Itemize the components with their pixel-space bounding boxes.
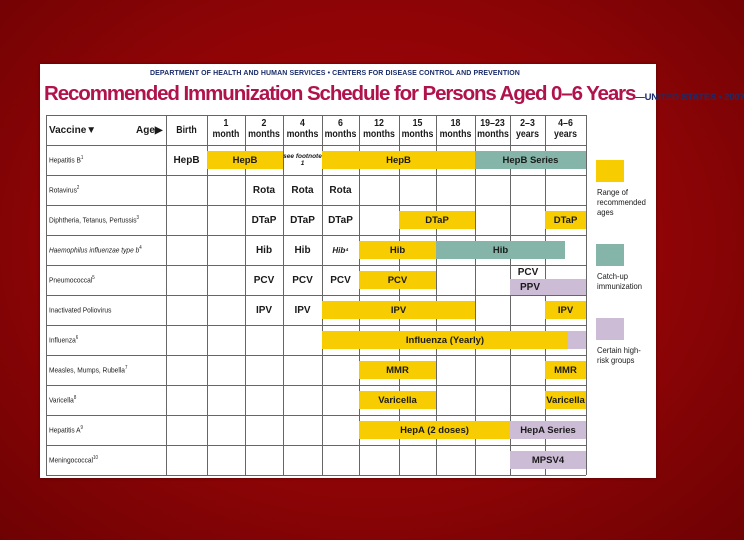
age-header-10: 4–6 years — [553, 118, 577, 140]
column-rule — [322, 115, 323, 475]
vaccine-name-7 — [49, 365, 127, 375]
hepb-1-2-month-bar: HepB — [207, 151, 283, 169]
vaccine-column-header: Vaccine▼ — [49, 125, 97, 136]
vaccine-name-text: Meningococcal — [49, 455, 94, 465]
age-header-6: 15 months — [401, 118, 434, 140]
vaccine-footnote: 5 — [92, 275, 95, 281]
hib-catchup-bar: Hib — [436, 241, 565, 259]
column-rule — [207, 115, 208, 475]
vaccine-name-text: Hepatitis A — [49, 425, 81, 435]
age-header-5: 12 months — [363, 118, 395, 140]
legend-catchup-text: Catch-up immunization — [597, 271, 643, 291]
ipv-2-month: IPV — [255, 304, 273, 316]
dtap-2-month: DTaP — [251, 214, 277, 226]
legend-range-text: Range of recommended ages — [597, 187, 646, 217]
vaccine-footnote: 6 — [75, 335, 79, 341]
pcv-4-month: PCV — [292, 274, 313, 286]
dtap-4-month: DTaP — [290, 214, 315, 226]
rota-4-month: Rota — [291, 184, 314, 196]
pcv-2-month: PCV — [253, 274, 275, 286]
rota-2-month: Rota — [252, 184, 276, 196]
vaccine-footnote: 1 — [80, 155, 84, 161]
vaccine-name-9 — [49, 425, 83, 435]
rota-6-month: Rota — [329, 184, 352, 196]
age-header-3: 4 months — [286, 118, 319, 140]
title-row — [44, 82, 744, 112]
hepa-2-dose-bar: HepA (2 doses) — [359, 421, 510, 439]
vaccine-name-3 — [49, 245, 142, 255]
varicella-4-6-year-bar: Varicella — [545, 391, 586, 409]
vaccine-name-10 — [49, 455, 98, 465]
page-subtitle: —UNITED STATES • 2007 — [635, 92, 744, 103]
page-title: Recommended Immunization Schedule for Persons Aged 0–6 Years — [44, 82, 636, 105]
department-header: DEPARTMENT OF HEALTH AND HUMAN SERVICES • CENTERS FOR DISEASE CONTROL AND PREVENTION — [150, 70, 520, 77]
vaccine-name-6 — [49, 335, 78, 345]
vaccine-name-text: Influenza — [49, 335, 76, 345]
varicella-12-15-month-bar: Varicella — [359, 391, 436, 409]
age-header-1: 1 month — [212, 118, 240, 140]
hepb-series-bar: HepB Series — [475, 151, 586, 169]
vaccine-footnote: 9 — [80, 425, 84, 431]
vaccine-footnote: 10 — [93, 455, 98, 461]
row-rule — [46, 355, 586, 356]
vaccine-name-1 — [49, 185, 79, 195]
hepb-6-18-month-bar: HepB — [322, 151, 475, 169]
legend-highrisk-text: Certain high-risk groups — [597, 345, 641, 365]
dtap-6-month: DTaP — [328, 214, 353, 226]
hib-2-month: Hib — [255, 244, 273, 256]
schedule-table — [46, 115, 586, 475]
immunization-schedule-document — [40, 64, 744, 478]
vaccine-name-text: Rotavirus — [49, 185, 77, 195]
ipv-4-6-year-bar: IPV — [545, 301, 586, 319]
mmr-12-15-month-bar: MMR — [359, 361, 436, 379]
vaccine-footnote: 4 — [139, 245, 142, 251]
pcv-highrisk-label: PCV — [517, 266, 539, 278]
row-rule — [46, 385, 586, 386]
hepb-birth-dose: HepB — [173, 154, 200, 166]
age-header-7: 18 months — [439, 118, 472, 140]
ipv-6-18-month-bar: IPV — [322, 301, 475, 319]
mmr-4-6-year-bar: MMR — [545, 361, 586, 379]
dtap-4-6-year-bar: DTaP — [545, 211, 586, 229]
vaccine-name-text: Pneumococcal — [49, 275, 93, 285]
age-header-2: 2 months — [248, 118, 280, 140]
hib-4-month: Hib — [294, 244, 311, 256]
vaccine-name-text: Hepatitis B — [49, 155, 81, 165]
hepb-footnote-note: see footnote 1 — [283, 153, 322, 167]
column-rule — [46, 115, 47, 475]
age-header-9: 2–3 years — [515, 118, 539, 140]
row-rule — [46, 325, 586, 326]
legend-swatch-highrisk — [596, 318, 624, 340]
age-header-8: 19–23 months — [477, 118, 509, 140]
hepa-series-bar: HepA Series — [510, 421, 586, 439]
hib-6-month: Hib⁴ — [332, 245, 349, 255]
legend-swatch-catchup — [596, 244, 624, 266]
age-row-header: Age▶ — [136, 125, 163, 136]
ipv-4-month: IPV — [294, 304, 311, 316]
dtap-15-18-month-bar: DTaP — [399, 211, 475, 229]
vaccine-name-text: Measles, Mumps, Rubella — [49, 365, 125, 375]
row-rule — [46, 475, 586, 476]
vaccine-name-2 — [49, 215, 139, 225]
row-rule — [46, 115, 586, 116]
vaccine-name-8 — [49, 395, 76, 405]
influenza-yearly-bar: Influenza (Yearly) — [322, 331, 568, 349]
vaccine-footnote: 7 — [124, 365, 128, 371]
vaccine-name-4 — [49, 275, 95, 285]
vaccine-name-0 — [49, 155, 83, 165]
age-header-0: Birth — [176, 125, 197, 136]
column-rule — [586, 115, 587, 475]
row-rule — [46, 445, 586, 446]
vaccine-footnote: 3 — [136, 215, 140, 221]
influenza-highrisk-tail — [568, 331, 586, 349]
vaccine-name-5 — [49, 305, 111, 315]
legend-swatch-range — [596, 160, 624, 182]
age-header-4: 6 months — [324, 118, 357, 140]
hib-12-15-month-bar: Hib — [359, 241, 436, 259]
vaccine-name-text: Inactivated Poliovirus — [49, 305, 112, 315]
vaccine-name-text: Haemophilus influenzae type b — [49, 245, 140, 255]
vaccine-name-text: Diphtheria, Tetanus, Pertussis — [49, 215, 137, 225]
vaccine-footnote: 8 — [73, 395, 77, 401]
vaccine-footnote: 2 — [76, 185, 80, 191]
ppv-highrisk-label: PPV — [519, 281, 540, 293]
vaccine-name-text: Varicella — [49, 395, 74, 405]
pcv-12-15-month-bar: PCV — [359, 271, 436, 289]
mpsv4-highrisk-bar: MPSV4 — [510, 451, 586, 469]
pcv-6-month: PCV — [330, 274, 351, 286]
row-rule — [46, 415, 586, 416]
